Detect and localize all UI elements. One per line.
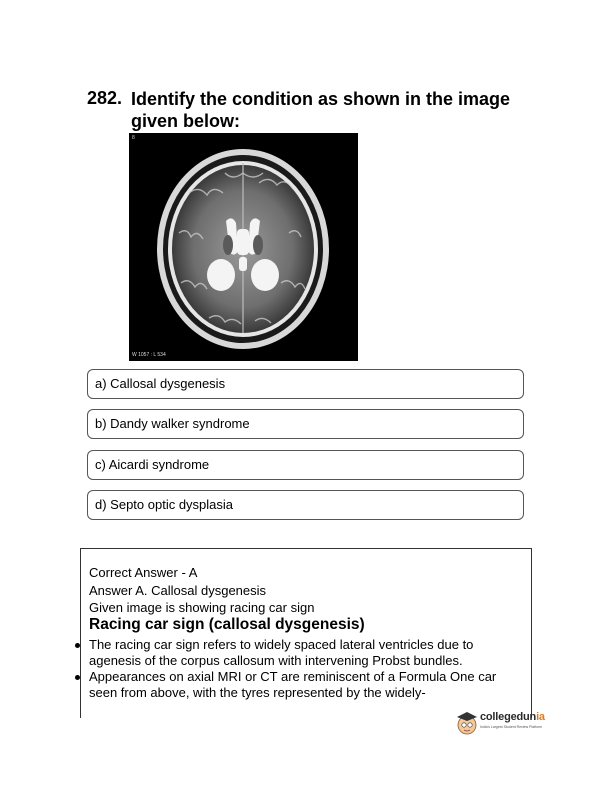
- question-text: Identify the condition as shown in the image given below:: [131, 89, 511, 131]
- option-a[interactable]: a) Callosal dysgenesis: [87, 369, 524, 399]
- answer-heading: Racing car sign (callosal dysgenesis): [89, 616, 365, 633]
- brain-mri-scan: [129, 133, 358, 361]
- logo-name: [480, 711, 545, 723]
- option-d[interactable]: d) Septo optic dysplasia: [87, 490, 524, 520]
- given-line: Given image is showing racing car sign: [89, 600, 315, 615]
- answer-box: [80, 548, 532, 718]
- bullet-item: Appearances on axial MRI or CT are reminiscent of a Formula One car seen from above, with the tyres represented by the widely-: [89, 669, 497, 700]
- bullet-dot: [75, 675, 80, 680]
- mascot-icon: [456, 710, 478, 736]
- answer-line: Answer A. Callosal dysgenesis: [89, 583, 267, 598]
- collegedunia-logo: [456, 708, 576, 742]
- logo-name-main: collegedun: [480, 711, 537, 723]
- mri-image: [129, 133, 358, 361]
- logo-name-accent: ia: [536, 711, 545, 723]
- bullet-dot: [75, 643, 80, 648]
- question-number: 282.: [87, 88, 123, 108]
- option-c[interactable]: c) Aicardi syndrome: [87, 450, 524, 480]
- window-level-label: W 1057 : L 534: [132, 352, 166, 358]
- logo-tagline: India's Largest Student Review Platform: [480, 725, 543, 729]
- image-corner-label: 8: [132, 135, 135, 141]
- bullet-item: The racing car sign refers to widely spaced lateral ventricles due to agenesis of the corpus callosum with intervening Probst bundles.: [89, 637, 474, 668]
- option-b[interactable]: b) Dandy walker syndrome: [87, 409, 524, 439]
- correct-answer: Correct Answer - A: [89, 565, 198, 580]
